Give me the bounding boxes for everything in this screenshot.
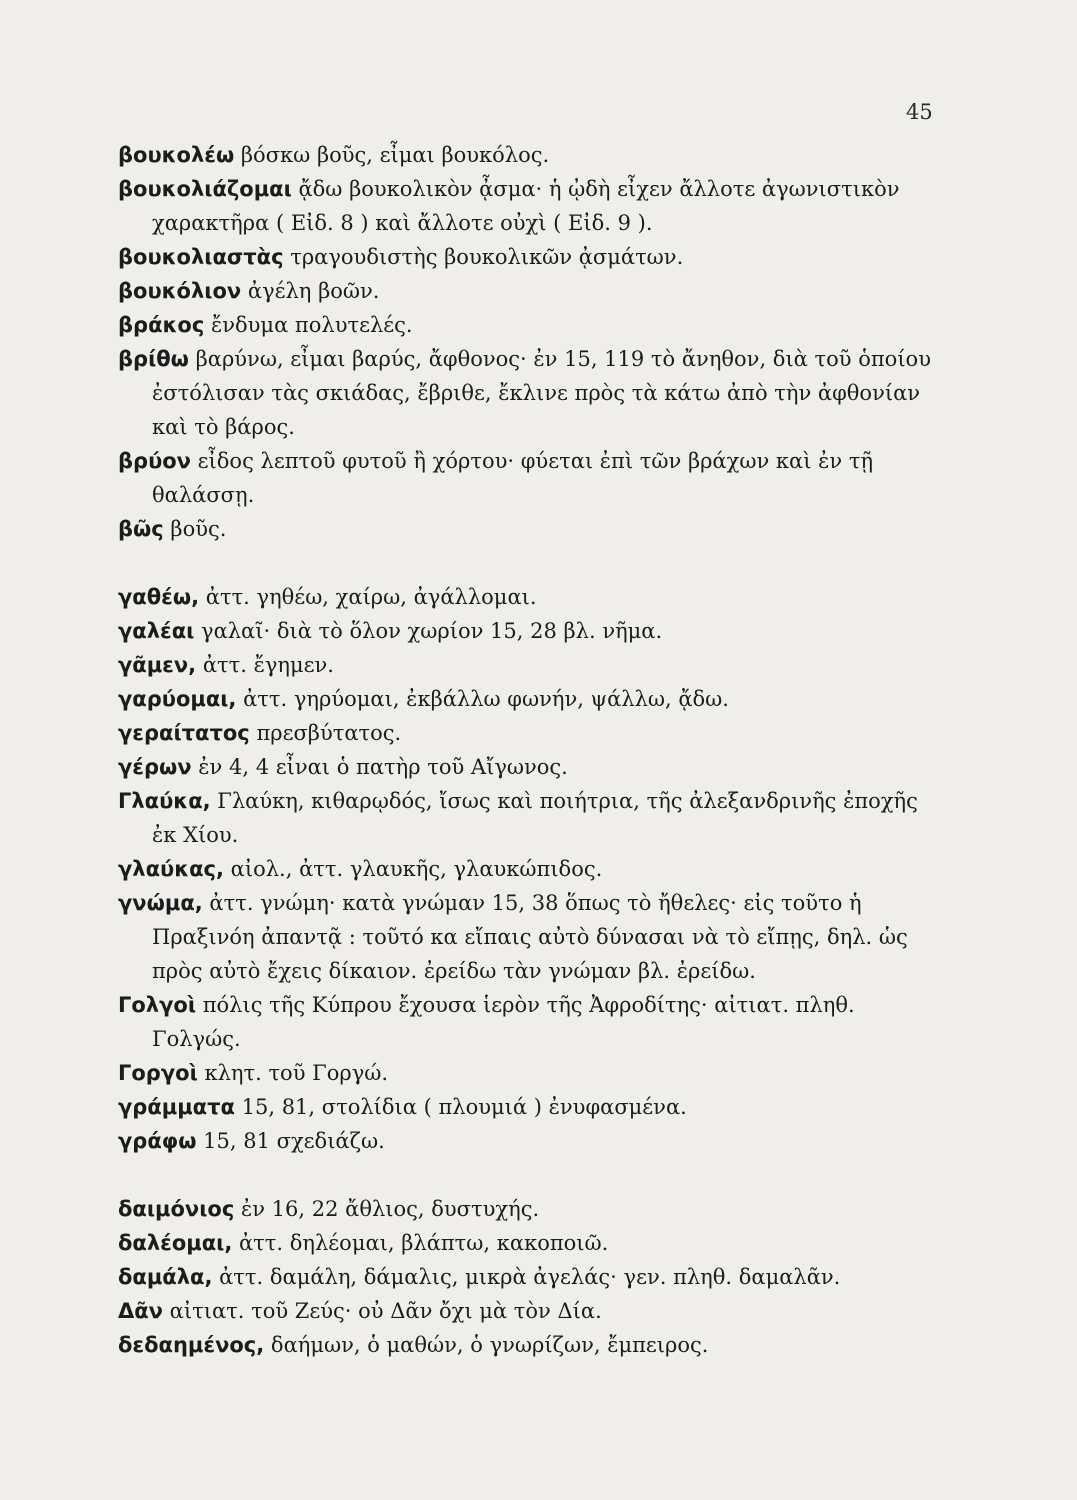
entry-headword: γαρύομαι,	[118, 687, 237, 711]
dictionary-entry	[118, 138, 933, 172]
entry-headword: βουκολέω	[118, 143, 235, 167]
entry-headword: γεραίτατος	[118, 721, 250, 745]
entry-headword: γνώμα,	[118, 891, 203, 915]
entry-headword: Δᾶν	[118, 1299, 163, 1323]
entry-headword: βῶς	[118, 517, 164, 541]
dictionary-entry	[118, 988, 933, 1056]
entry-definition: βόσκω βοῦς, εἶμαι βουκόλος.	[240, 143, 550, 167]
entry-definition: αἰτιατ. τοῦ Ζεύς· οὐ Δᾶν ὄχι μὰ τὸν Δία.	[169, 1299, 602, 1323]
entry-definition: τραγουδιστὴς βουκολικῶν ᾀσμάτων.	[290, 245, 684, 269]
dictionary-entry	[118, 1192, 933, 1226]
dictionary-entry	[118, 1260, 933, 1294]
dictionary-entry	[118, 240, 933, 274]
dictionary-entry	[118, 274, 933, 308]
dictionary-entry	[118, 580, 933, 614]
dictionary-entry	[118, 1294, 933, 1328]
entry-definition: γαλαῖ· διὰ τὸ ὅλον χωρίον 15, 28 βλ. νῆμα.	[201, 619, 663, 643]
entry-definition: ἀττ. δηλέομαι, βλάπτω, κακοποιῶ.	[239, 1231, 609, 1255]
entry-headword: βρύον	[118, 449, 191, 473]
dictionary-entry	[118, 342, 933, 444]
dictionary-entry	[118, 682, 933, 716]
entry-headword: βρίθω	[118, 347, 189, 371]
dictionary-entry	[118, 750, 933, 784]
entry-headword: δεδαημένος,	[118, 1333, 265, 1357]
entry-headword: γράμματα	[118, 1095, 235, 1119]
entry-headword: γαθέω,	[118, 585, 200, 609]
dictionary-entry	[118, 1226, 933, 1260]
entry-definition: αἰολ., ἀττ. γλαυκῆς, γλαυκώπιδος.	[230, 857, 603, 881]
entry-definition: ᾄδω βουκολικὸν ᾆσμα· ἡ ᾠδὴ εἶχεν ἄλλοτε ἀγωνιστικὸν χαρακτῆρα ( Εἰδ. 8 ) καὶ ἄλλοτε οὐχὶ ( Εἰδ. 9 ).	[152, 177, 900, 235]
entry-definition: κλητ. τοῦ Γοργώ.	[204, 1061, 389, 1085]
entry-definition: εἶδος λεπτοῦ φυτοῦ ἢ χόρτου· φύεται ἐπὶ τῶν βράχων καὶ ἐν τῇ θαλάσσῃ.	[152, 449, 874, 507]
dictionary-entry	[118, 886, 933, 988]
entry-headword: Γοργοὶ	[118, 1061, 198, 1085]
entry-definition: ἀττ. δαμάλη, δάμαλις, μικρὰ ἀγελάς· γεν. πληθ. δαμαλᾶν.	[219, 1265, 841, 1289]
dictionary-entry	[118, 1056, 933, 1090]
entry-definition: βαρύνω, εἶμαι βαρύς, ἄφθονος· ἐν 15, 119 τὸ ἄνηθον, διὰ τοῦ ὁποίου ἐστόλισαν τὰς σκιάδας, ἔβριθε, ἔκλινε πρὸς τὰ κάτω ἀπὸ τὴν ἀφθονίαν καὶ τὸ βάρος.	[152, 347, 931, 439]
entry-headword: Γλαύκα,	[118, 789, 211, 813]
entry-definition: ἐν 4, 4 εἶναι ὁ πατὴρ τοῦ Αἴγωνος.	[198, 755, 568, 779]
entry-definition: ἔνδυμα πολυτελές.	[210, 313, 413, 337]
entry-definition: δαήμων, ὁ μαθών, ὁ γνωρίζων, ἔμπειρος.	[270, 1333, 709, 1357]
dictionary-entry	[118, 172, 933, 240]
dictionary-entry	[118, 784, 933, 852]
entry-headword: δαλέομαι,	[118, 1231, 233, 1255]
entry-definition: ἀττ. γνώμη· κατὰ γνώμαν 15, 38 ὅπως τὸ ἤθελες· εἰς τοῦτο ἡ Πραξινόη ἀπαντᾷ : τοῦτό κα εἴπαις αὐτὸ δύνασαι νὰ τὸ εἴπῃς, δηλ. ὡς πρὸς αὐτὸ ἔχεις δίκαιον. ἐρείδω τὰν γνώμαν βλ. ἐρείδω.	[152, 891, 908, 983]
entry-headword: βουκολιάζομαι	[118, 177, 292, 201]
dictionary-entry	[118, 716, 933, 750]
entry-definition: βοῦς.	[170, 517, 227, 541]
entry-headword: βουκολιαστὰς	[118, 245, 284, 269]
entry-list	[118, 138, 933, 1362]
dictionary-entry	[118, 1090, 933, 1124]
entry-definition: πρεσβύτατος.	[256, 721, 402, 745]
entry-definition: ἀττ. γηθέω, χαίρω, ἀγάλλομαι.	[205, 585, 537, 609]
entry-definition: ἀττ. ἔγημεν.	[202, 653, 334, 677]
dictionary-entry	[118, 512, 933, 546]
entry-headword: Γολγοὶ	[118, 993, 197, 1017]
entry-definition: 15, 81, στολίδια ( πλουμιά ) ἐνυφασμένα.	[241, 1095, 687, 1119]
dictionary-entry	[118, 308, 933, 342]
entry-headword: δαιμόνιος	[118, 1197, 235, 1221]
entry-headword: βράκος	[118, 313, 205, 337]
entry-definition: πόλις τῆς Κύπρου ἔχουσα ἱερὸν τῆς Ἀφροδίτης· αἰτιατ. πληθ. Γολγώς.	[152, 993, 855, 1051]
entry-headword: γᾶμεν,	[118, 653, 197, 677]
entry-definition: ἀγέλη βοῶν.	[247, 279, 380, 303]
entry-headword: βουκόλιον	[118, 279, 242, 303]
entry-headword: γράφω	[118, 1129, 197, 1153]
entry-definition: 15, 81 σχεδιάζω.	[203, 1129, 385, 1153]
dictionary-entry	[118, 852, 933, 886]
entry-headword: δαμάλα,	[118, 1265, 213, 1289]
entry-headword: γλαύκας,	[118, 857, 224, 881]
entry-definition: ἀττ. γηρύομαι, ἐκβάλλω φωνήν, ψάλλω, ᾄδω.	[243, 687, 729, 711]
entry-definition: ἐν 16, 22 ἄθλιος, δυστυχής.	[240, 1197, 540, 1221]
dictionary-entry	[118, 444, 933, 512]
entry-definition: Γλαύκη, κιθαρῳδός, ἴσως καὶ ποιήτρια, τῆς ἀλεξανδρινῆς ἐποχῆς ἐκ Χίου.	[152, 789, 918, 847]
page-number: 45	[906, 100, 933, 124]
dictionary-entry	[118, 1124, 933, 1158]
entry-headword: γαλέαι	[118, 619, 195, 643]
dictionary-entry	[118, 614, 933, 648]
dictionary-entry	[118, 648, 933, 682]
entry-headword: γέρων	[118, 755, 192, 779]
dictionary-entry	[118, 1328, 933, 1362]
